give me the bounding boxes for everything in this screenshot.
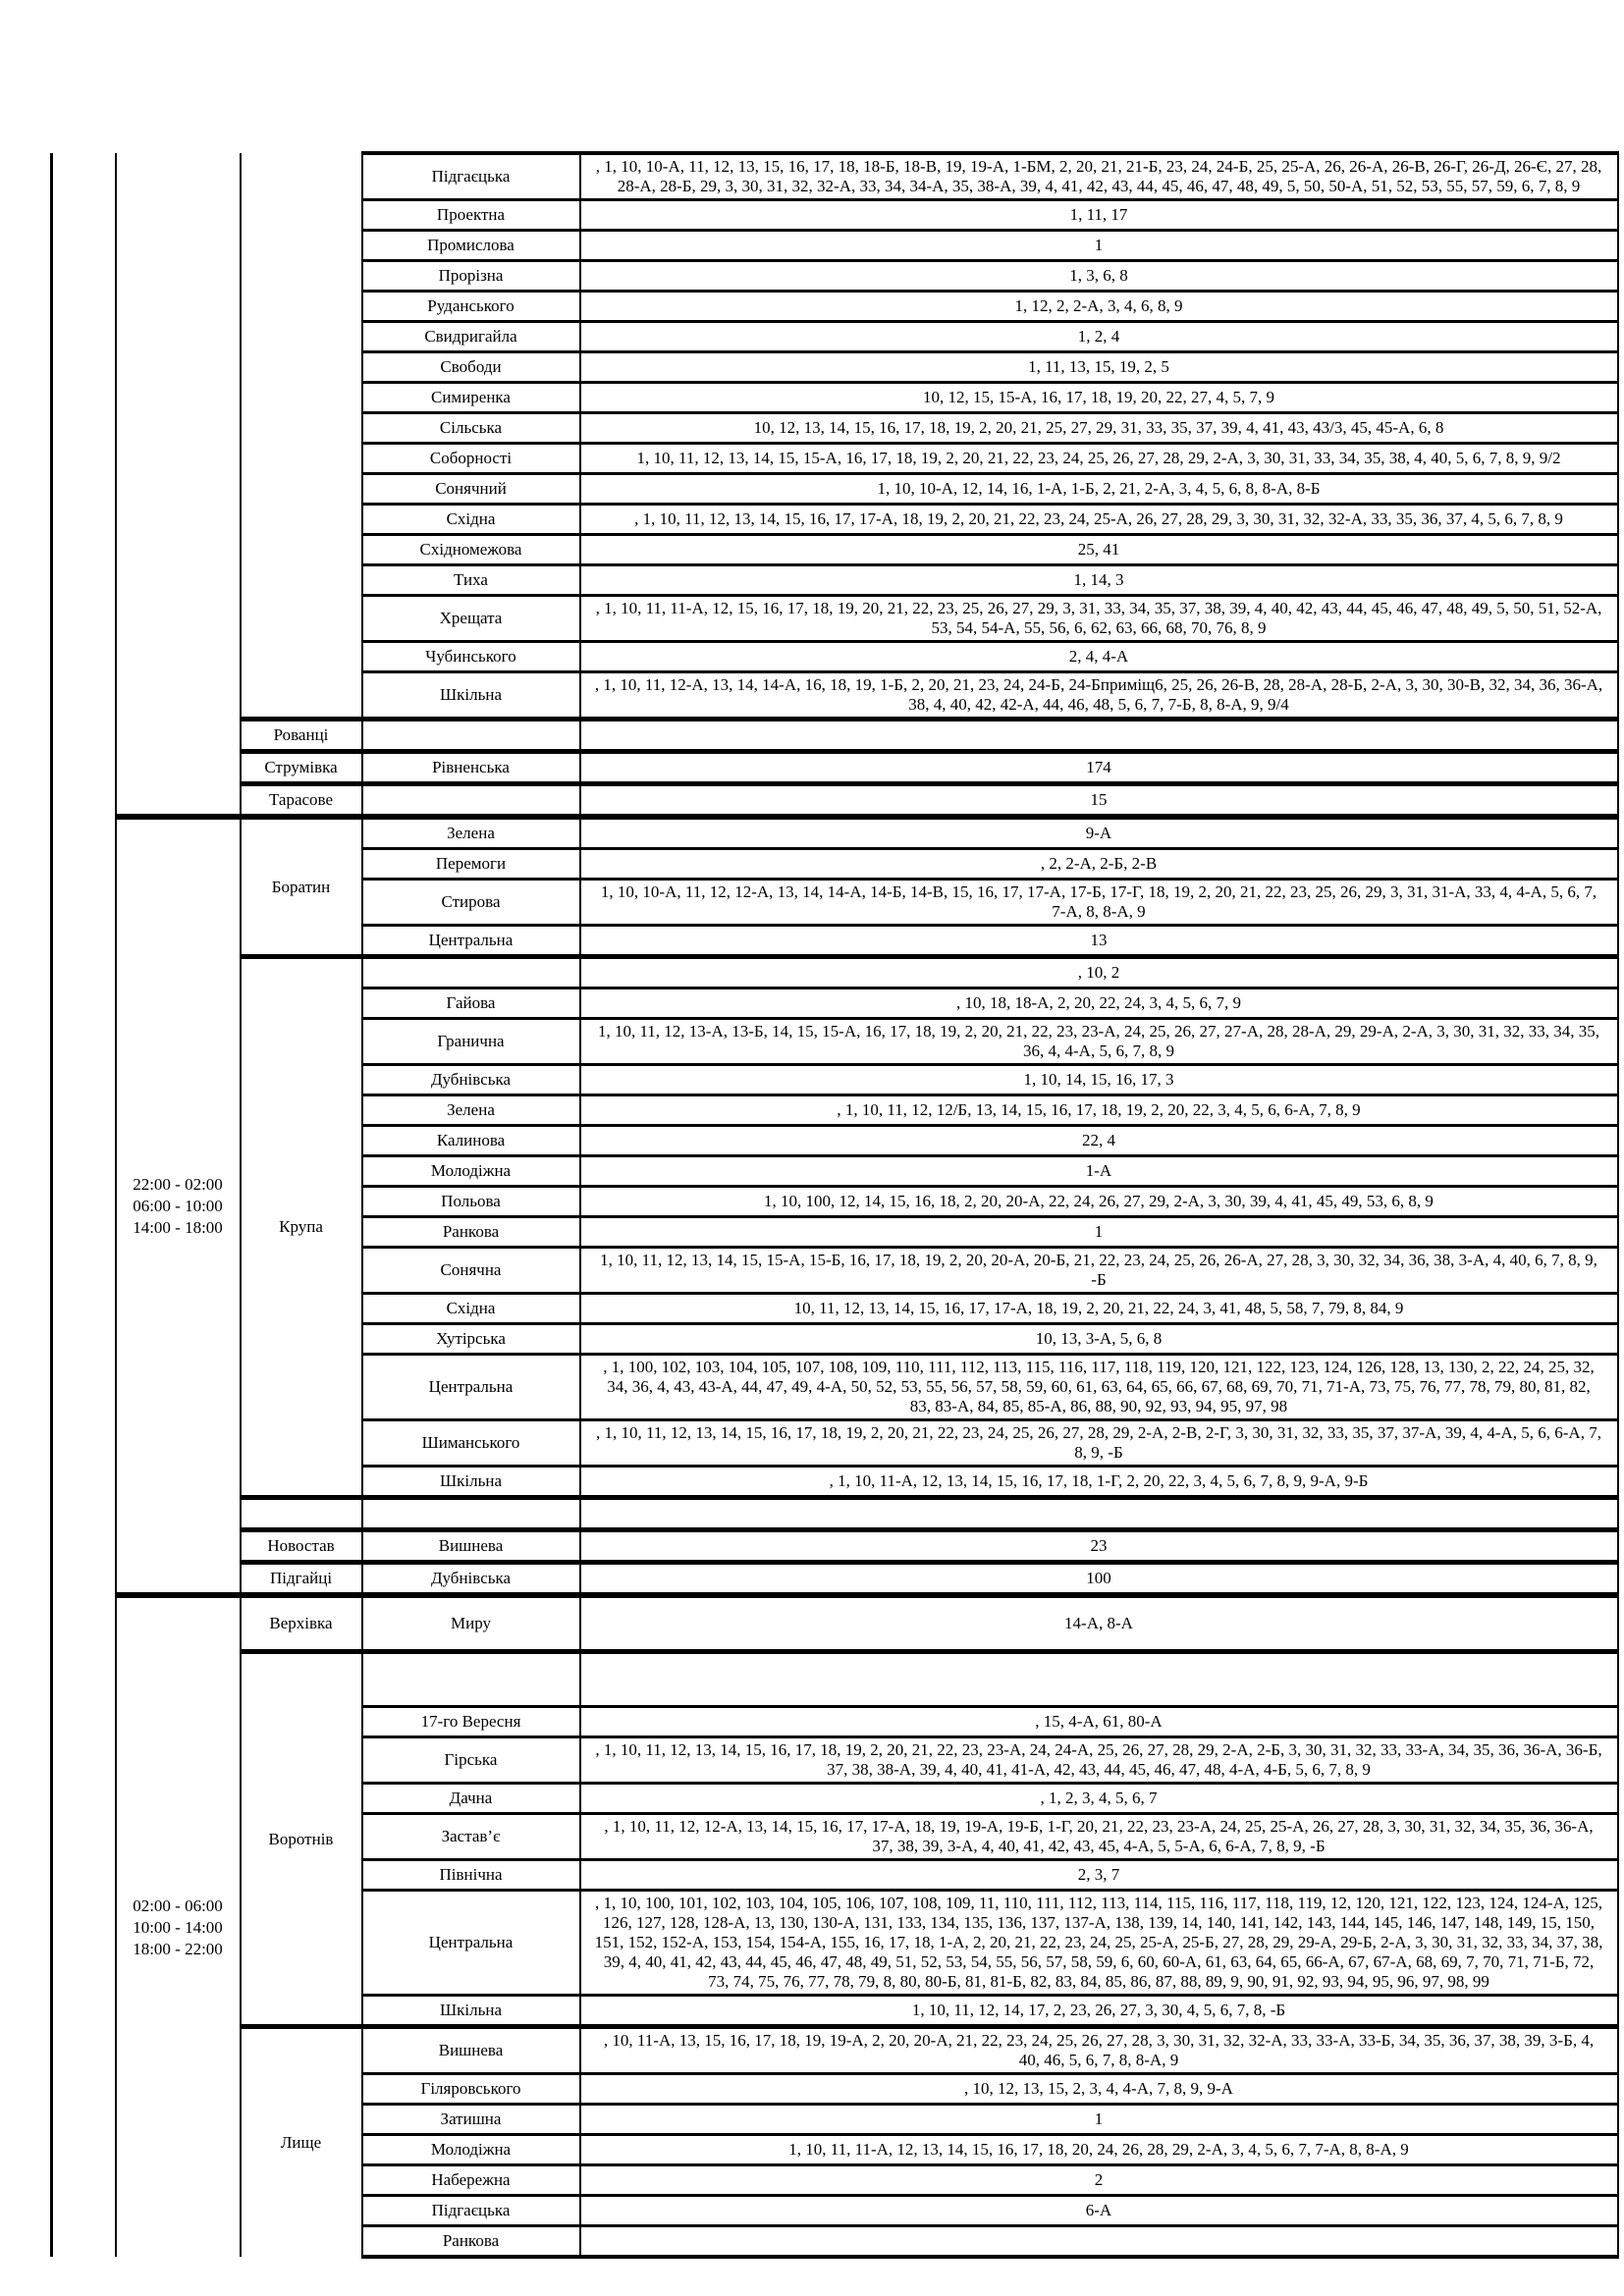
street-cell: Калинова [362,1126,580,1156]
houses-cell: 10, 13, 3-А, 5, 6, 8 [580,1324,1618,1355]
houses-cell: 1 [580,2105,1618,2135]
houses-cell: 174 [580,752,1618,784]
houses-cell: 2, 3, 7 [580,1860,1618,1891]
houses-cell: 1, 12, 2, 2-А, 3, 4, 6, 8, 9 [580,292,1618,322]
street-cell: Молодіжна [362,1156,580,1187]
village-cell: Новостав [241,1530,362,1563]
houses-cell: , 1, 10, 11, 12, 12/Б, 13, 14, 15, 16, 17, 18, 19, 2, 20, 22, 3, 4, 5, 6, 6-А, 7, 8, 9 [580,1095,1618,1126]
street-cell [362,1652,580,1707]
houses-cell: , 1, 10, 100, 101, 102, 103, 104, 105, 106, 107, 108, 109, 11, 110, 111, 112, 113, 114, 115, 116, 117, 118, 119, 12, 120, 121, 122, 123, 124, 124-А, 125, 126, 127, 128, 128-А, 13, 130, 130-А, 131, 133, 134, 135, 136, 137, 137-А, 138, 139, 14, 140, 141, 142, 143, 144, 145, 146, 147, 148, 149, 15, 150, 151, 152, 152-А, 153, 154, 154-А, 155, 16, 17, 18, 1-А, 2, 20, 21, 22, 23, 24, 25, 25-А, 25-Б, 27, 28, 29, 29-А, 29-Б, 2-А, 3, 30, 31, 32, 33, 34, 37, 38, 39, 4, 40, 41, 42, 43, 44, 45, 46, 47, 48, 49, 51, 52, 53, 54, 55, 56, 57, 58, 59, 6, 60, 60-А, 61, 63, 64, 65, 66-А, 67, 67-А, 68, 69, 7, 70, 71, 71-Б, 72, 73, 74, 75, 76, 77, 78, 79, 8, 80, 80-Б, 81, 81-Б, 82, 83, 84, 85, 86, 87, 88, 89, 9, 90, 91, 92, 93, 94, 95, 96, 97, 98, 99 [580,1891,1618,1996]
village-cell [241,1498,362,1530]
houses-cell: , 1, 10, 11, 12, 13, 14, 15, 16, 17, 18, 19, 2, 20, 21, 22, 23, 23-А, 24, 24-А, 25, 26, 27, 28, 29, 2-А, 2-Б, 3, 30, 31, 32, 33, 33-А, 34, 35, 36, 36-А, 36-Б, 37, 38, 38-А, 39, 4, 40, 41, 41-А, 42, 43, 44, 45, 46, 47, 48, 4-А, 4-Б, 5, 6, 7, 8, 9 [580,1737,1618,1784]
street-cell: Рівненська [362,752,580,784]
street-cell: Промислова [362,231,580,261]
schedule-row [52,1530,1618,1563]
houses-cell: , 1, 100, 102, 103, 104, 105, 107, 108, 109, 110, 111, 112, 113, 115, 116, 117, 118, 119, 120, 121, 122, 123, 124, 126, 128, 13, 130, 2, 22, 24, 25, 32, 34, 36, 4, 43, 43-А, 44, 47, 49, 4-А, 50, 52, 53, 55, 56, 57, 58, 59, 60, 61, 63, 64, 65, 66, 67, 68, 69, 70, 71, 71-А, 73, 75, 76, 77, 78, 79, 80, 81, 82, 83, 83-А, 84, 85, 85-А, 86, 88, 90, 92, 93, 94, 95, 97, 98 [580,1355,1618,1420]
houses-cell: 1, 10, 14, 15, 16, 17, 3 [580,1065,1618,1095]
street-cell [362,957,580,988]
houses-cell: 1, 10, 10-А, 11, 12, 12-А, 13, 14, 14-А, 14-Б, 14-В, 15, 16, 17, 17-А, 17-Б, 17-Г, 18, 19, 2, 20, 21, 22, 23, 25, 26, 29, 3, 31, 31-А, 33, 4, 4-А, 5, 6, 7, 7-А, 8, 8-А, 9 [580,880,1618,926]
village-cell: Верхівка [241,1595,362,1652]
houses-cell: 1, 10, 11, 12, 13, 14, 15, 15-А, 16, 17, 18, 19, 2, 20, 21, 22, 23, 24, 25, 26, 27, 28, 29, 2-А, 3, 30, 31, 33, 34, 35, 38, 4, 40, 5, 6, 7, 8, 9, 9/2 [580,444,1618,474]
schedule-row [52,784,1618,818]
street-cell: Гіляровського [362,2074,580,2105]
houses-cell: 1, 2, 4 [580,322,1618,352]
schedule-body [52,153,1618,2257]
street-cell: Хутірська [362,1324,580,1355]
houses-cell: 23 [580,1530,1618,1563]
houses-cell: 10, 12, 13, 14, 15, 16, 17, 18, 19, 2, 20, 21, 25, 27, 29, 31, 33, 35, 37, 39, 4, 41, 43, 43/3, 45, 45-А, 6, 8 [580,413,1618,444]
village-cell: Тарасове [241,784,362,818]
houses-cell: 1, 10, 11, 12, 13, 14, 15, 15-А, 15-Б, 16, 17, 18, 19, 2, 20, 20-А, 20-Б, 21, 22, 23, 24, 25, 26, 26-А, 27, 28, 3, 30, 32, 34, 36, 38, 3-А, 4, 40, 6, 7, 8, 9, -Б [580,1248,1618,1294]
houses-cell: , 1, 10, 11-А, 12, 13, 14, 15, 16, 17, 18, 1-Г, 2, 20, 22, 3, 4, 5, 6, 7, 8, 9, 9-А, 9-Б [580,1467,1618,1498]
street-cell: Сільська [362,413,580,444]
street-cell: Набережна [362,2165,580,2196]
houses-cell: 100 [580,1563,1618,1596]
street-cell: Північна [362,1860,580,1891]
houses-cell: 1, 11, 13, 15, 19, 2, 5 [580,352,1618,383]
schedule-row [52,817,1618,849]
street-cell: Чубинського [362,642,580,672]
houses-cell: 10, 11, 12, 13, 14, 15, 16, 17, 17-А, 18, 19, 2, 20, 21, 22, 24, 3, 41, 48, 5, 58, 7, 79, 8, 84, 9 [580,1294,1618,1324]
street-cell: Свободи [362,352,580,383]
village-cell: Лище [241,2027,362,2258]
village-cell: Крупа [241,957,362,1498]
houses-cell: , 10, 18, 18-А, 2, 20, 22, 24, 3, 4, 5, 6, 7, 9 [580,988,1618,1019]
houses-cell: 13 [580,926,1618,957]
street-cell: Гірська [362,1737,580,1784]
schedule-row [52,1563,1618,1596]
houses-cell: , 15, 4-А, 61, 80-А [580,1707,1618,1737]
village-cell: Боратин [241,817,362,957]
schedule-row [52,1498,1618,1530]
time-range: 06:00 - 10:00 [133,1196,223,1215]
houses-cell: 1, 14, 3 [580,565,1618,596]
street-cell: Східна [362,1294,580,1324]
houses-cell: , 10, 2 [580,957,1618,988]
street-cell: Зелена [362,1095,580,1126]
street-cell: Соборності [362,444,580,474]
schedule-row [52,2027,1618,2074]
houses-cell: 1 [580,231,1618,261]
street-cell: Стирова [362,880,580,926]
outage-schedule-table [50,151,1619,2259]
houses-cell: 15 [580,784,1618,818]
houses-cell [580,1652,1618,1707]
time-cell [116,153,241,817]
street-cell: Ранкова [362,1217,580,1248]
houses-cell: 1, 10, 11, 11-А, 12, 13, 14, 15, 16, 17, 18, 20, 24, 26, 28, 29, 2-А, 3, 4, 5, 6, 7, 7-А, 8, 8-А, 9 [580,2135,1618,2165]
schedule-row [52,957,1618,988]
street-cell: Молодіжна [362,2135,580,2165]
schedule-row [52,752,1618,784]
margin-cell [52,1595,116,2257]
street-cell: Вишнева [362,1530,580,1563]
street-cell: Вишнева [362,2027,580,2074]
houses-cell: , 1, 10, 10-А, 11, 12, 13, 15, 16, 17, 18, 18-Б, 18-В, 19, 19-А, 1-БМ, 2, 20, 21, 21-Б, 23, 24, 24-Б, 25, 25-А, 26, 26-А, 26-В, 26-Г, 26-Д, 26-Є, 27, 28, 28-А, 28-Б, 29, 3, 30, 31, 32, 32-А, 33, 34, 34-А, 35, 38-А, 39, 4, 41, 42, 43, 44, 45, 46, 47, 48, 49, 5, 50, 50-А, 51, 52, 53, 55, 57, 59, 6, 7, 8, 9 [580,153,1618,200]
street-cell: Застав’є [362,1814,580,1860]
street-cell: Гранична [362,1019,580,1065]
street-cell: Шкільна [362,1467,580,1498]
street-cell: Перемоги [362,849,580,880]
street-cell: Підгаєцька [362,153,580,200]
houses-cell: , 1, 10, 11, 12-А, 13, 14, 14-А, 16, 18, 19, 1-Б, 2, 20, 21, 23, 24, 24-Б, 24-Бприміщ6, 25, 26, 26-В, 28, 28-А, 28-Б, 2-А, 3, 30, 30-В, 32, 34, 36, 36-А, 38, 4, 40, 42, 42-А, 44, 46, 48, 5, 6, 7, 7-Б, 8, 8-А, 9, 9/4 [580,672,1618,720]
street-cell: Зелена [362,817,580,849]
houses-cell: 9-А [580,817,1618,849]
schedule-row [52,153,1618,200]
street-cell: Хрещата [362,596,580,642]
street-cell: Центральна [362,1355,580,1420]
houses-cell: 1, 10, 11, 12, 13-А, 13-Б, 14, 15, 15-А, 16, 17, 18, 19, 2, 20, 21, 22, 23, 23-А, 24, 25, 26, 27, 27-А, 28, 28-А, 29, 29-А, 2-А, 3, 30, 31, 32, 33, 34, 35, 36, 4, 4-А, 5, 6, 7, 8, 9 [580,1019,1618,1065]
houses-cell: 14-А, 8-А [580,1595,1618,1652]
houses-cell: 6-А [580,2196,1618,2226]
street-cell: Миру [362,1595,580,1652]
street-cell: Дубнівська [362,1563,580,1596]
street-cell: Шкільна [362,1996,580,2027]
street-cell: Центральна [362,926,580,957]
schedule-row [52,1652,1618,1707]
village-cell: Воротнів [241,1652,362,2027]
street-cell: Шкільна [362,672,580,720]
village-cell: Струмівка [241,752,362,784]
time-range: 02:00 - 06:00 [133,1896,223,1915]
street-cell [362,784,580,818]
houses-cell: , 1, 10, 11, 12, 13, 14, 15, 16, 17, 17-А, 18, 19, 2, 20, 21, 22, 23, 24, 25-А, 26, 27, 28, 29, 3, 30, 31, 32, 32-А, 33, 35, 36, 37, 4, 5, 6, 7, 8, 9 [580,505,1618,535]
village-cell: Рованці [241,720,362,752]
margin-cell [52,817,116,1595]
street-cell: Дачна [362,1784,580,1814]
street-cell [362,720,580,752]
houses-cell: , 2, 2-А, 2-Б, 2-В [580,849,1618,880]
houses-cell: 2 [580,2165,1618,2196]
time-range: 22:00 - 02:00 [133,1174,223,1194]
street-cell: Тиха [362,565,580,596]
time-range: 18:00 - 22:00 [133,1939,223,1958]
street-cell: Сонячна [362,1248,580,1294]
street-cell: Польова [362,1187,580,1217]
houses-cell: 1, 10, 100, 12, 14, 15, 16, 18, 2, 20, 20-А, 22, 24, 26, 27, 29, 2-А, 3, 30, 39, 4, 41, 45, 49, 53, 6, 8, 9 [580,1187,1618,1217]
houses-cell: 10, 12, 15, 15-А, 16, 17, 18, 19, 20, 22, 27, 4, 5, 7, 9 [580,383,1618,413]
street-cell: Центральна [362,1891,580,1996]
houses-cell: , 1, 10, 11, 11-А, 12, 15, 16, 17, 18, 19, 20, 21, 22, 23, 25, 26, 27, 29, 3, 31, 33, 34, 35, 37, 38, 39, 4, 40, 42, 43, 44, 45, 46, 47, 48, 49, 5, 50, 51, 52-А, 53, 54, 54-А, 55, 56, 6, 62, 63, 66, 68, 70, 76, 8, 9 [580,596,1618,642]
houses-cell: 25, 41 [580,535,1618,565]
street-cell: Сонячний [362,474,580,505]
houses-cell [580,720,1618,752]
schedule-row [52,720,1618,752]
street-cell: Затишна [362,2105,580,2135]
houses-cell: 22, 4 [580,1126,1618,1156]
houses-cell: 2, 4, 4-А [580,642,1618,672]
street-cell: Ранкова [362,2226,580,2258]
street-cell: Шиманського [362,1420,580,1467]
houses-cell: 1, 10, 11, 12, 14, 17, 2, 23, 26, 27, 3, 30, 4, 5, 6, 7, 8, -Б [580,1996,1618,2027]
houses-cell: 1, 10, 10-А, 12, 14, 16, 1-А, 1-Б, 2, 21, 2-А, 3, 4, 5, 6, 8, 8-А, 8-Б [580,474,1618,505]
street-cell: Підгаєцька [362,2196,580,2226]
street-cell: Східномежова [362,535,580,565]
street-cell: Проектна [362,200,580,231]
street-cell: Свидригайла [362,322,580,352]
houses-cell: , 1, 10, 11, 12, 13, 14, 15, 16, 17, 18, 19, 2, 20, 21, 22, 23, 24, 25, 26, 27, 28, 29, 2-А, 2-В, 2-Г, 3, 30, 31, 32, 33, 35, 37, 37-А, 39, 4, 4-А, 5, 6, 6-А, 7, 8, 9, -Б [580,1420,1618,1467]
street-cell: Руданського [362,292,580,322]
time-cell [116,1595,241,2257]
street-cell: 17-го Вересня [362,1707,580,1737]
margin-cell [52,153,116,817]
houses-cell: , 10, 11-А, 13, 15, 16, 17, 18, 19, 19-А, 2, 20, 20-А, 21, 22, 23, 24, 25, 26, 27, 28, 3, 30, 31, 32, 32-А, 33, 33-А, 33-Б, 34, 35, 36, 37, 38, 39, 3-Б, 4, 40, 46, 5, 6, 7, 8, 8-А, 9 [580,2027,1618,2074]
houses-cell: 1 [580,1217,1618,1248]
houses-cell: , 1, 10, 11, 12, 12-А, 13, 14, 15, 16, 17, 17-А, 18, 19, 19-А, 19-Б, 1-Г, 20, 21, 22, 23, 23-А, 24, 25, 25-А, 26, 27, 28, 3, 30, 31, 32, 34, 35, 36, 36-А, 37, 38, 39, 3-А, 4, 40, 41, 42, 43, 45, 4-А, 5, 5-А, 6, 6-А, 7, 8, 9, -Б [580,1814,1618,1860]
street-cell: Прорізна [362,261,580,292]
schedule-row [52,1595,1618,1652]
street-cell: Симиренка [362,383,580,413]
street-cell: Гайова [362,988,580,1019]
time-range: 10:00 - 14:00 [133,1917,223,1937]
houses-cell: , 1, 2, 3, 4, 5, 6, 7 [580,1784,1618,1814]
village-cell: Підгайці [241,1563,362,1596]
village-cell [241,153,362,720]
houses-cell: , 10, 12, 13, 15, 2, 3, 4, 4-А, 7, 8, 9, 9-А [580,2074,1618,2105]
houses-cell [580,2226,1618,2258]
street-cell [362,1498,580,1530]
street-cell: Східна [362,505,580,535]
houses-cell: 1, 3, 6, 8 [580,261,1618,292]
houses-cell [580,1498,1618,1530]
time-range: 14:00 - 18:00 [133,1217,223,1237]
time-cell [116,817,241,1595]
houses-cell: 1, 11, 17 [580,200,1618,231]
houses-cell: 1-А [580,1156,1618,1187]
street-cell: Дубнівська [362,1065,580,1095]
